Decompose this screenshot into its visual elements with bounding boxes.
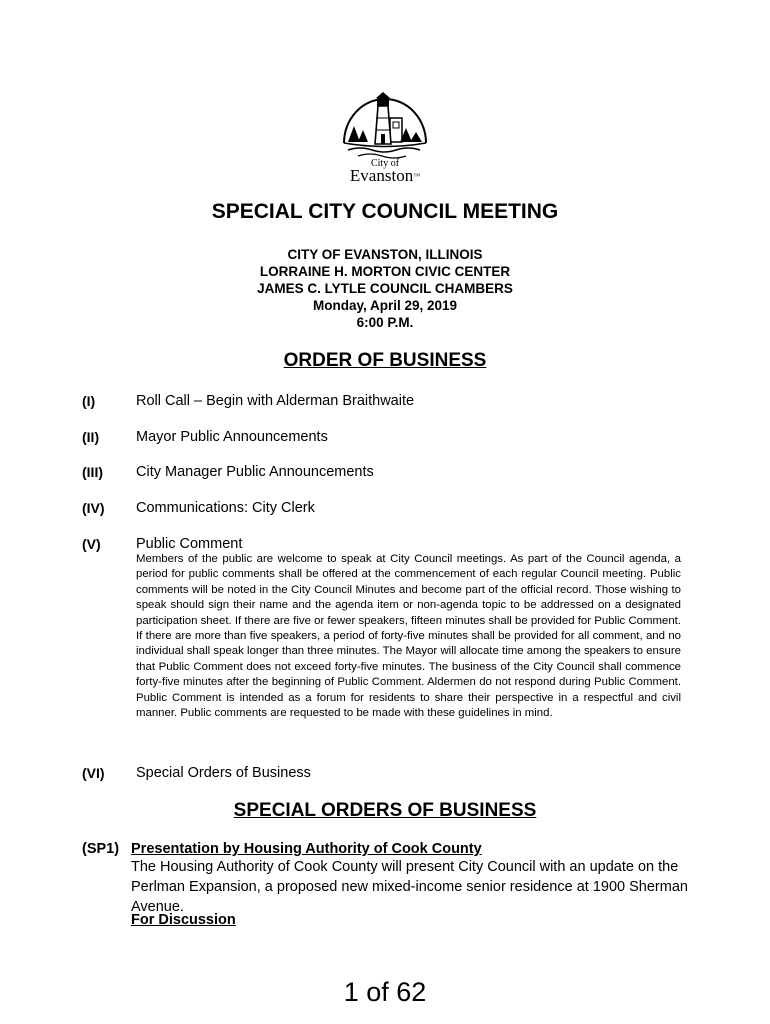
item-text: Mayor Public Announcements bbox=[136, 429, 328, 445]
header-line-date: Monday, April 29, 2019 bbox=[312, 298, 458, 313]
header-line-chambers: JAMES C. LYTLE COUNCIL CHAMBERS bbox=[257, 281, 513, 296]
order-of-business-heading: ORDER OF BUSINESS bbox=[283, 350, 487, 371]
item-text: Special Orders of Business bbox=[136, 765, 311, 781]
item-number: (VI) bbox=[82, 765, 105, 781]
item-number: (I) bbox=[82, 393, 96, 409]
item-text: City Manager Public Announcements bbox=[136, 464, 374, 480]
item-number: (V) bbox=[82, 536, 101, 552]
logo-text-city-of: City of bbox=[370, 158, 400, 169]
city-of-evanston-logo bbox=[330, 88, 440, 188]
header-line-time: 6:00 P.M. bbox=[356, 315, 414, 330]
item-number: (II) bbox=[82, 429, 100, 445]
header-line-civic-center: LORRAINE H. MORTON CIVIC CENTER bbox=[259, 264, 511, 279]
page-number: 1 of 62 bbox=[343, 977, 427, 1007]
item-text: Roll Call – Begin with Alderman Braithwaite bbox=[136, 393, 415, 409]
meeting-title: SPECIAL CITY COUNCIL MEETING bbox=[211, 200, 559, 223]
sp1-title: Presentation by Housing Authority of Cook County bbox=[131, 841, 482, 857]
sp1-number: (SP1) bbox=[82, 841, 120, 857]
item-number: (III) bbox=[82, 464, 103, 480]
item-number: (IV) bbox=[82, 500, 105, 516]
item-text: Communications: City Clerk bbox=[136, 500, 315, 516]
public-comment-paragraph: Members of the public are welcome to speak at City Council meetings. As part of the Council agenda, a period for public comments shall be offered at the commencement of each regular Council meeting. Public comments will be noted in the City Council Minutes and become part of the official record. Those wishing to speak should sign their name and the agenda item or non-agenda topic to be addressed on a designated participation sheet. If there are five or fewer speakers, fifteen minutes shall be provided for Public Comment. If there are more than five speakers, a period of forty-five minutes shall be provided for all comment, and no individual shall speak longer than three minutes. The Mayor will allocate time among the speakers to ensure that Public Comment does not exceed forty-five minutes. The business of the City Council shall commence forty-five minutes after the beginning of Public Comment. Aldermen do not respond during Public Comment. Public Comment is intended as a forum for residents to share their perspective in a respectful and civil manner. Public comments are requested to be made with these guidelines in mind. bbox=[136, 553, 681, 720]
special-orders-heading: SPECIAL ORDERS OF BUSINESS bbox=[233, 800, 537, 821]
sp1-action: For Discussion bbox=[131, 912, 236, 928]
item-text: Public Comment bbox=[136, 536, 243, 552]
logo-text-evanston: Evanston bbox=[349, 166, 414, 185]
header-line-city: CITY OF EVANSTON, ILLINOIS bbox=[287, 247, 483, 262]
logo-trademark: ™ bbox=[413, 172, 421, 180]
sp1-body: The Housing Authority of Cook County will present City Council with an update on the Perlman Expansion, a proposed new mixed-income senior residence at 1900 Sherman Avenue. bbox=[131, 859, 688, 915]
